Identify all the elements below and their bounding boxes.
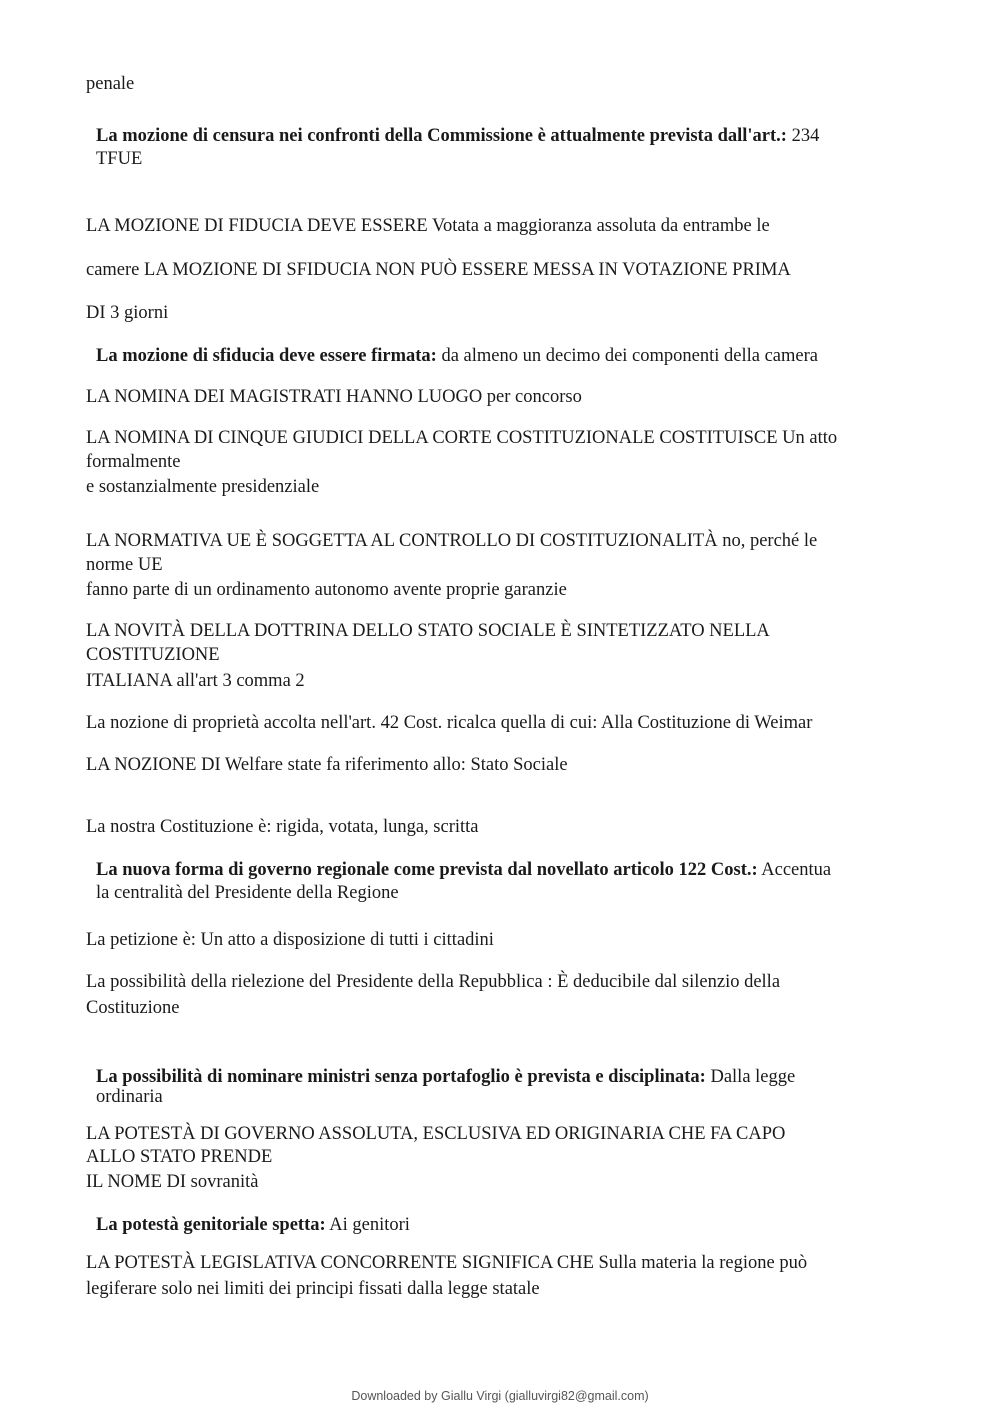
text-line: LA POTESTÀ DI GOVERNO ASSOLUTA, ESCLUSIVA ED ORIGINARIA CHE FA CAPO <box>86 1124 786 1144</box>
text-line: LA NOMINA DEI MAGISTRATI HANNO LUOGO per concorso <box>86 387 582 407</box>
text-line: Costituzione <box>86 998 180 1018</box>
question-label: La nuova forma di governo regionale come prevista dal novellato articolo 122 Cost.: <box>96 860 758 880</box>
text-line: La potestà genitoriale spetta: Ai genitori <box>96 1215 410 1235</box>
text-line: La petizione è: Un atto a disposizione di tutti i cittadini <box>86 930 494 950</box>
text-line: La nuova forma di governo regionale come prevista dal novellato articolo 122 Cost.: Accentua <box>96 860 832 880</box>
text-line: e sostanzialmente presidenziale <box>86 477 320 497</box>
text-line: COSTITUZIONE <box>86 645 220 665</box>
download-footer: Downloaded by Giallu Virgi (gialluvirgi82@gmail.com) <box>351 1389 649 1403</box>
text-line: ordinaria <box>96 1087 163 1107</box>
text-line: La nostra Costituzione è: rigida, votata, lunga, scritta <box>86 817 479 837</box>
text-line: camere LA MOZIONE DI SFIDUCIA NON PUÒ ESSERE MESSA IN VOTAZIONE PRIMA <box>86 260 791 280</box>
text-line: legiferare solo nei limiti dei principi fissati dalla legge statale <box>86 1279 540 1299</box>
text-line: ALLO STATO PRENDE <box>86 1147 273 1167</box>
text-line: formalmente <box>86 452 181 472</box>
text-line: La mozione di sfiducia deve essere firmata: da almeno un decimo dei componenti della camera <box>96 346 818 366</box>
text-line: La possibilità di nominare ministri senza portafoglio è prevista e disciplinata: Dalla legge <box>96 1067 796 1087</box>
text-line: fanno parte di un ordinamento autonomo avente proprie garanzie <box>86 580 567 600</box>
text-line: DI 3 giorni <box>86 303 169 323</box>
question-label: La potestà genitoriale spetta: <box>96 1215 326 1235</box>
text-line: norme UE <box>86 555 163 575</box>
question-label: La mozione di censura nei confronti della Commissione è attualmente prevista dall'art.: <box>96 126 787 146</box>
text-line: TFUE <box>96 149 143 169</box>
text-line: LA POTESTÀ LEGISLATIVA CONCORRENTE SIGNIFICA CHE Sulla materia la regione può <box>86 1253 808 1273</box>
text-line: La possibilità della rielezione del Presidente della Repubblica : È deducibile dal silenzio della <box>86 972 781 992</box>
question-label: La mozione di sfiducia deve essere firmata: <box>96 346 437 366</box>
text-line: LA NOZIONE DI Welfare state fa riferimento allo: Stato Sociale <box>86 755 568 775</box>
text-line: LA NOMINA DI CINQUE GIUDICI DELLA CORTE COSTITUZIONALE COSTITUISCE Un atto <box>86 428 838 448</box>
text-line: la centralità del Presidente della Regione <box>96 883 399 903</box>
text-line: penale <box>86 74 135 94</box>
text-line: IL NOME DI sovranità <box>86 1172 259 1192</box>
text-line: ITALIANA all'art 3 comma 2 <box>86 671 305 691</box>
text-line: LA NOVITÀ DELLA DOTTRINA DELLO STATO SOCIALE È SINTETIZZATO NELLA <box>86 621 770 641</box>
text-line: La mozione di censura nei confronti della Commissione è attualmente prevista dall'art.: 234 <box>96 126 820 146</box>
text-line: La nozione di proprietà accolta nell'art. 42 Cost. ricalca quella di cui: Alla Costituzione di Weimar <box>86 713 813 733</box>
text-line: LA MOZIONE DI FIDUCIA DEVE ESSERE Votata a maggioranza assoluta da entrambe le <box>86 216 770 236</box>
text-line: LA NORMATIVA UE È SOGGETTA AL CONTROLLO DI COSTITUZIONALITÀ no, perché le <box>86 531 818 551</box>
question-label: La possibilità di nominare ministri senza portafoglio è prevista e disciplinata: <box>96 1067 706 1087</box>
